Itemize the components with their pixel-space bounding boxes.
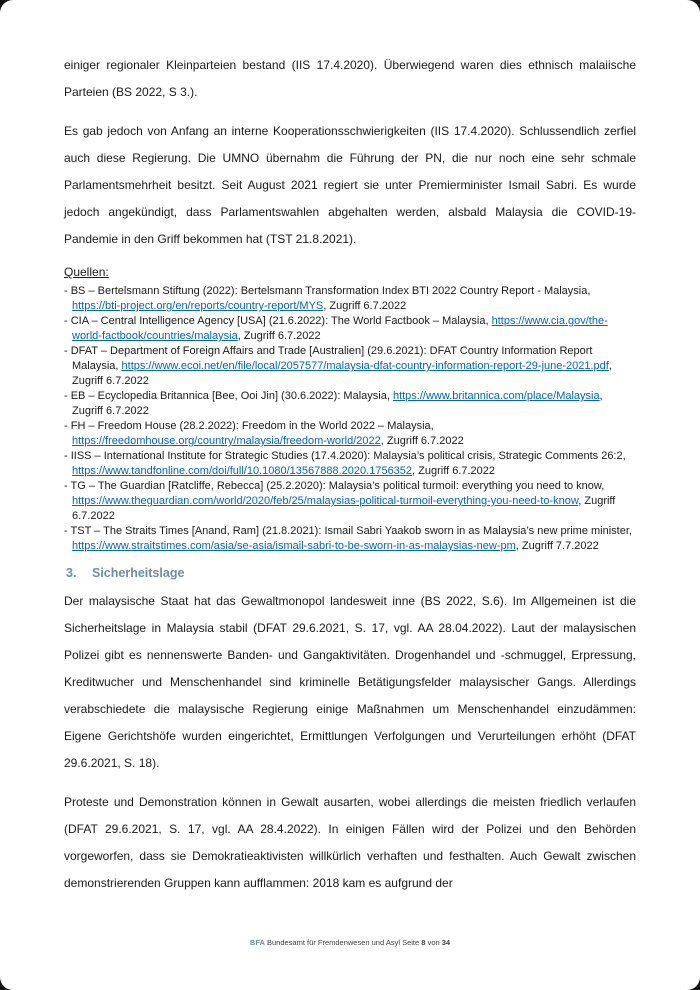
source-text-pre: - TST – The Straits Times [Anand, Ram] (21.8.2021): Ismail Sabri Yaakob sworn in as Malaysia’s new prime minister,: [64, 525, 632, 537]
source-link-bs[interactable]: https://bti-project.org/en/reports/country-report/MYS: [72, 300, 324, 312]
footer-page-total: 34: [441, 938, 451, 947]
source-link-tg[interactable]: https://www.theguardian.com/world/2020/feb/25/malaysias-political-turmoil-everything-you-need-to-know: [72, 495, 579, 507]
source-link-iiss[interactable]: https://www.tandfonline.com/doi/full/10.1080/13567888.2020.1756352: [72, 465, 413, 477]
source-text-post: , Zugriff 6.7.2022: [380, 435, 464, 447]
source-text-post: , Zugriff 6.7.2022: [412, 465, 496, 477]
source-link-cia[interactable]: https://www.cia.gov/the-world-factbook/countries/malaysia: [72, 315, 608, 342]
source-item-tg: [64, 479, 636, 524]
paragraph-protests: Proteste und Demonstration können in Gewalt ausarten, wobei allerdings die meisten friedlich verlaufen (DFAT 29.6.2021, S. 17, vgl. AA 28.4.2022). In einigen Fällen wird der Polizei und den Behörden vorgeworfen, dass sie Demokratieaktivisten willkürlich verhaften und festhalten. Auch Gewalt zwischen demonstrierenden Gruppen kann aufflammen: 2018 kam es aufgrund der: [64, 795, 636, 890]
source-text-pre: - TG – The Guardian [Ratcliffe, Rebecca] (25.2.2020): Malaysia’s political turmoil: everything you need to know,: [64, 480, 605, 492]
source-item-iiss: [64, 449, 636, 479]
sources-heading: Quellen:: [64, 265, 109, 279]
source-text-pre: - EB – Ecyclopedia Britannica [Bee, Ooi Jin] (30.6.2022): Malaysia,: [64, 390, 393, 402]
footer-of-label: von: [427, 938, 440, 947]
source-item-cia: [64, 314, 636, 344]
paragraph-security-situation: Der malaysische Staat hat das Gewaltmonopol landesweit inne (BS 2022, S.6). Im Allgemeinen ist die Sicherheitslage in Malaysia stabil (DFAT 29.6.2021, S. 17, vgl. AA 28.04.2022). Laut der malaysischen Polizei gibt es nennenswerte Banden- und Gangaktivitäten. Drogenhandel und -schmuggel, Erpressung, Kreditwucher und Menschenhandel sind kriminelle Betätigungsfelder malaysischer Gangs. Allerdings verabschiedete die malaysische Regierung einige Maßnahmen um Menschenhandel einzudämmen: Eigene Gerichtshöfe wurden eingerichtet, Ermittlungen Verfolgungen und Verurteilungen erhöht (DFAT 29.6.2021, S. 18).: [64, 594, 636, 770]
section-heading-sicherheitslage: [64, 564, 636, 582]
source-text-pre: - IISS – International Institute for Strategic Studies (17.4.2020): Malaysia’s political crisis, Strategic Comments 26:2,: [64, 450, 626, 462]
source-text-post: , Zugriff 6.7.2022: [72, 360, 612, 387]
source-text-pre: - BS – Bertelsmann Stiftung (2022): Bertelsmann Transformation Index BTI 2022 Country Report - Malaysia,: [64, 285, 591, 297]
section-title: Sicherheitslage: [92, 566, 185, 580]
source-link-dfat[interactable]: https://www.ecoi.net/en/file/local/2057577/malaysia-dfat-country-information-report-29-june-2021.pdf: [121, 360, 609, 372]
footer-page-label: Seite: [402, 938, 420, 947]
source-item-eb: [64, 389, 636, 419]
source-text-pre: - CIA – Central Intelligence Agency [USA] (21.6.2022): The World Factbook – Malaysia,: [64, 315, 492, 327]
source-item-tst: [64, 524, 636, 554]
source-text-post: , Zugriff 6.7.2022: [323, 300, 407, 312]
sources-list: [64, 284, 636, 554]
footer-org-name: Bundesamt für Fremdenwesen und Asyl: [267, 938, 400, 947]
footer-org-abbr: BFA: [249, 938, 265, 947]
source-item-bs: [64, 284, 636, 314]
source-text-post: , Zugriff 6.7.2022: [72, 390, 603, 417]
source-link-eb[interactable]: https://www.britannica.com/place/Malaysia: [392, 390, 600, 402]
source-text-post: , Zugriff 6.7.2022: [72, 495, 616, 522]
source-text-post: , Zugriff 7.7.2022: [515, 540, 599, 552]
paragraph-government-collapse: Es gab jedoch von Anfang an interne Kooperationsschwierigkeiten (IIS 17.4.2020). Schlussendlich zerfiel auch diese Regierung. Die UMNO übernahm die Führung der PN, die nur noch eine sehr schmale Parlamentsmehrheit besitzt. Seit August 2021 regiert sie unter Premierminister Ismail Sabri. Es wurde jedoch angekündigt, dass Parlamentswahlen abgehalten werden, alsbald Malaysia die COVID-19-Pandemie in den Griff bekommen hat (TST 21.8.2021).: [64, 124, 636, 246]
source-link-tst[interactable]: https://www.straitstimes.com/asia/se-asia/ismail-sabri-to-be-sworn-in-as-malaysias-new-pm: [72, 540, 516, 552]
page-footer: [0, 938, 700, 948]
paragraph-parties: einiger regionaler Kleinparteien bestand (IIS 17.4.2020). Überwiegend waren dies ethnisch malaiische Parteien (BS 2022, S 3.).: [64, 58, 636, 99]
source-link-fh[interactable]: https://freedomhouse.org/country/malaysia/freedom-world/2022: [72, 435, 381, 447]
source-item-fh: [64, 419, 636, 449]
source-text-post: , Zugriff 6.7.2022: [237, 330, 321, 342]
source-text-pre: - DFAT – Department of Foreign Affairs and Trade [Australien] (29.6.2021): DFAT Country Information Report Malaysia,: [64, 345, 593, 372]
source-text-pre: - FH – Freedom House (28.2.2022): Freedom in the World 2022 – Malaysia,: [64, 420, 434, 432]
section-number: 3.: [66, 566, 77, 580]
source-item-dfat: [64, 344, 636, 389]
footer-page-number: 8: [421, 938, 426, 947]
